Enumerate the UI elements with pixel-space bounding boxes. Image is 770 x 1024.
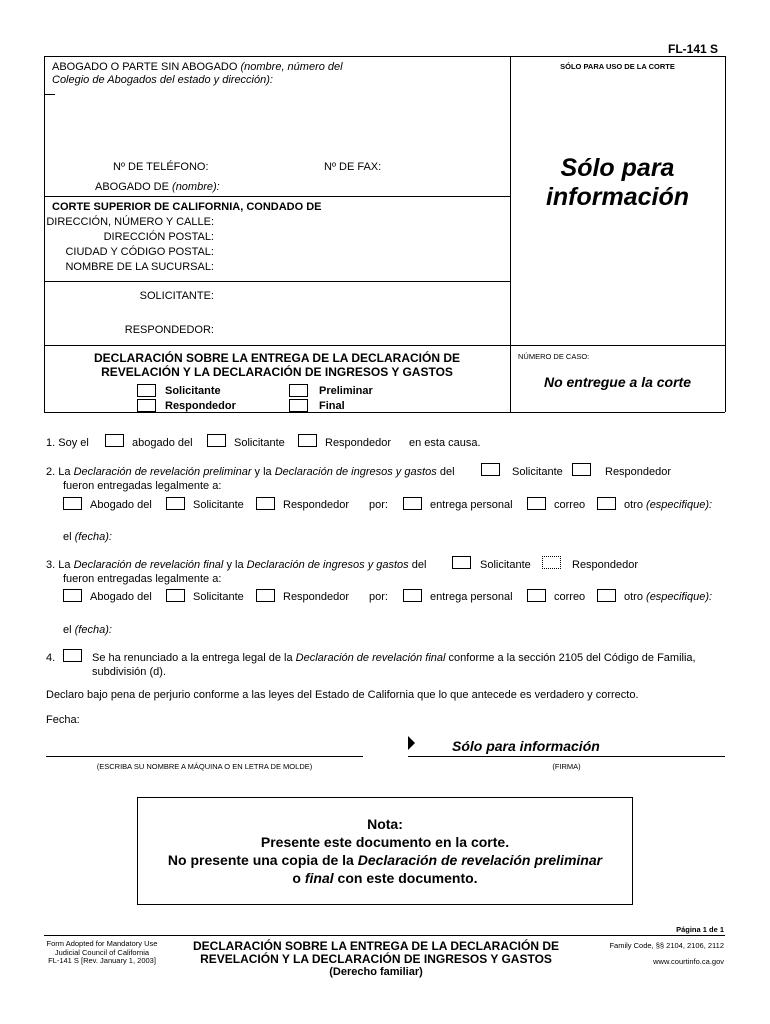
case-number-label: NÚMERO DE CASO:	[518, 352, 590, 361]
title-final-label: Final	[319, 400, 345, 412]
item3-date-label: el (fecha):	[63, 624, 112, 636]
attorney-for-label: ABOGADO DE (nombre):	[95, 181, 220, 193]
item2-petitioner-label: Solicitante	[512, 466, 563, 478]
item2-petitioner-checkbox[interactable]	[481, 463, 500, 476]
item1-respondent-label: Respondedor	[325, 437, 392, 449]
item3-other-label: otro (especifique):	[624, 591, 713, 603]
item4-text-line2: subdivisión (d).	[92, 666, 166, 678]
item1-respondent-checkbox[interactable]	[298, 434, 317, 447]
item2-personal-label: entrega personal	[430, 499, 513, 511]
item1-in-case: en esta causa.	[409, 437, 481, 449]
title-final-checkbox[interactable]	[289, 399, 308, 412]
header-right-rule	[725, 56, 726, 412]
name-caption: (ESCRIBA SU NOMBRE A MÁQUINA O EN LETRA DE MOLDE)	[96, 762, 313, 771]
attorney-label: ABOGADO O PARTE SIN ABOGADO (nombre, número del	[52, 61, 343, 73]
item2-served-text: fueron entregadas legalmente a:	[63, 480, 222, 492]
item2-respondent-checkbox[interactable]	[572, 463, 591, 476]
signature-caption: (FIRMA)	[552, 762, 581, 771]
item3-mail-label: correo	[554, 591, 586, 603]
footer-rule	[44, 935, 725, 936]
court-mailing-label: DIRECCIÓN POSTAL:	[103, 231, 214, 243]
item4-waiver-checkbox[interactable]	[63, 649, 82, 662]
attorney-entry-tick	[44, 94, 55, 95]
item4-num: 4.	[46, 652, 56, 664]
item1-petitioner-label: Solicitante	[234, 437, 285, 449]
item3-petitioner-label: Solicitante	[480, 559, 531, 571]
item3-text: 3. La Declaración de revelación final y la Declaración de ingresos y gastos del	[46, 559, 427, 571]
petitioner-label: SOLICITANTE:	[139, 290, 214, 302]
form-title: DECLARACIÓN SOBRE LA ENTREGA DE LA DECLARACIÓN DE REVELACIÓN Y LA DECLARACIÓN DE INGRESOS Y GASTOS	[93, 351, 460, 379]
item3-served-respondent-label: Respondedor	[283, 591, 350, 603]
footer-code: Family Code, §§ 2104, 2106, 2112	[609, 941, 724, 950]
court-branch-label: NOMBRE DE LA SUCURSAL:	[65, 261, 214, 273]
item2-served-petitioner-label: Solicitante	[193, 499, 244, 511]
item4-text: Se ha renunciado a la entrega legal de la Declaración de revelación final conforme a la sección 2105 del Código de Familia,	[92, 652, 696, 664]
item2-date-label: el (fecha):	[63, 531, 112, 543]
footer-website[interactable]: www.courtinfo.ca.gov	[653, 957, 724, 966]
phone-label: Nº DE TELÉFONO:	[113, 161, 209, 173]
item2-personal-checkbox[interactable]	[403, 497, 422, 510]
name-signature-line[interactable]	[46, 756, 363, 757]
title-respondent-checkbox[interactable]	[137, 399, 156, 412]
item3-petitioner-checkbox[interactable]	[452, 556, 471, 569]
item3-served-text: fueron entregadas legalmente a:	[63, 573, 222, 585]
court-city-label: CIUDAD Y CÓDIGO POSTAL:	[65, 246, 214, 258]
item3-served-petitioner-checkbox[interactable]	[166, 589, 185, 602]
info-watermark: Sólo para información	[545, 154, 690, 211]
header-top-rule	[44, 56, 725, 57]
form-number: FL-141 S	[668, 42, 719, 56]
court-use-label: SÓLO PARA USO DE LA CORTE	[560, 62, 675, 71]
item2-attorney-label: Abogado del	[90, 499, 152, 511]
item2-attorney-checkbox[interactable]	[63, 497, 82, 510]
item2-other-label: otro (especifique):	[624, 499, 713, 511]
item2-by-label: por:	[369, 499, 388, 511]
item3-respondent-checkbox[interactable]	[542, 556, 561, 569]
signature-line[interactable]	[408, 756, 725, 757]
item1-petitioner-checkbox[interactable]	[207, 434, 226, 447]
item3-attorney-label: Abogado del	[90, 591, 152, 603]
header-divider-rule	[510, 56, 511, 412]
title-petitioner-checkbox[interactable]	[137, 384, 156, 397]
item3-respondent-label: Respondedor	[572, 559, 639, 571]
court-street-label: DIRECCIÓN, NÚMERO Y CALLE:	[46, 216, 214, 228]
parties-top-rule	[44, 281, 510, 282]
signature-stamp: Sólo para información	[452, 738, 600, 754]
item2-text: 2. La Declaración de revelación preliminar y la Declaración de ingresos y gastos del	[46, 466, 455, 478]
item3-served-respondent-checkbox[interactable]	[256, 589, 275, 602]
item2-other-checkbox[interactable]	[597, 497, 616, 510]
item1-attorney-checkbox[interactable]	[105, 434, 124, 447]
declaration-date-label: Fecha:	[46, 714, 80, 726]
footer-adopted: Form Adopted for Mandatory Use Judicial Council of California FL-141 S [Rev. January 1, 2003]	[46, 939, 158, 965]
item3-other-checkbox[interactable]	[597, 589, 616, 602]
signature-arrow-icon	[408, 736, 415, 750]
title-respondent-label: Respondedor	[165, 400, 236, 412]
title-petitioner-label: Solicitante	[165, 385, 221, 397]
declaration-text: Declaro bajo pena de perjurio conforme a las leyes del Estado de California que lo que antecede es verdadero y correcto.	[46, 689, 639, 701]
court-title: CORTE SUPERIOR DE CALIFORNIA, CONDADO DE	[52, 201, 322, 213]
fax-label: Nº DE FAX:	[324, 161, 382, 173]
item3-by-label: por:	[369, 591, 388, 603]
item2-served-respondent-label: Respondedor	[283, 499, 350, 511]
court-top-rule	[44, 196, 510, 197]
item3-attorney-checkbox[interactable]	[63, 589, 82, 602]
item2-mail-label: correo	[554, 499, 586, 511]
title-preliminary-label: Preliminar	[319, 385, 373, 397]
note-text: Nota: Presente este documento en la corte. No presente una copia de la Declaración de revelación preliminar o final con este documento.	[167, 816, 603, 886]
title-preliminary-checkbox[interactable]	[289, 384, 308, 397]
header-bottom-rule	[44, 412, 725, 413]
footer-title: DECLARACIÓN SOBRE LA ENTREGA DE LA DECLARACIÓN DE REVELACIÓN Y LA DECLARACIÓN DE INGRESOS Y GASTOS (Derecho familiar)	[192, 939, 559, 978]
item2-served-petitioner-checkbox[interactable]	[166, 497, 185, 510]
item1-attorney-label: abogado del	[132, 437, 193, 449]
item3-served-petitioner-label: Solicitante	[193, 591, 244, 603]
title-top-rule	[44, 345, 725, 346]
item2-respondent-label: Respondedor	[605, 466, 672, 478]
item3-mail-checkbox[interactable]	[527, 589, 546, 602]
respondent-label: RESPONDEDOR:	[124, 324, 214, 336]
item2-mail-checkbox[interactable]	[527, 497, 546, 510]
item3-personal-label: entrega personal	[430, 591, 513, 603]
item2-served-respondent-checkbox[interactable]	[256, 497, 275, 510]
attorney-label-line2: Colegio de Abogados del estado y dirección):	[52, 74, 273, 86]
item1-text: 1. Soy el	[46, 437, 89, 449]
page-number: Página 1 de 1	[676, 925, 724, 934]
item3-personal-checkbox[interactable]	[403, 589, 422, 602]
case-stamp: No entregue a la corte	[543, 374, 692, 390]
